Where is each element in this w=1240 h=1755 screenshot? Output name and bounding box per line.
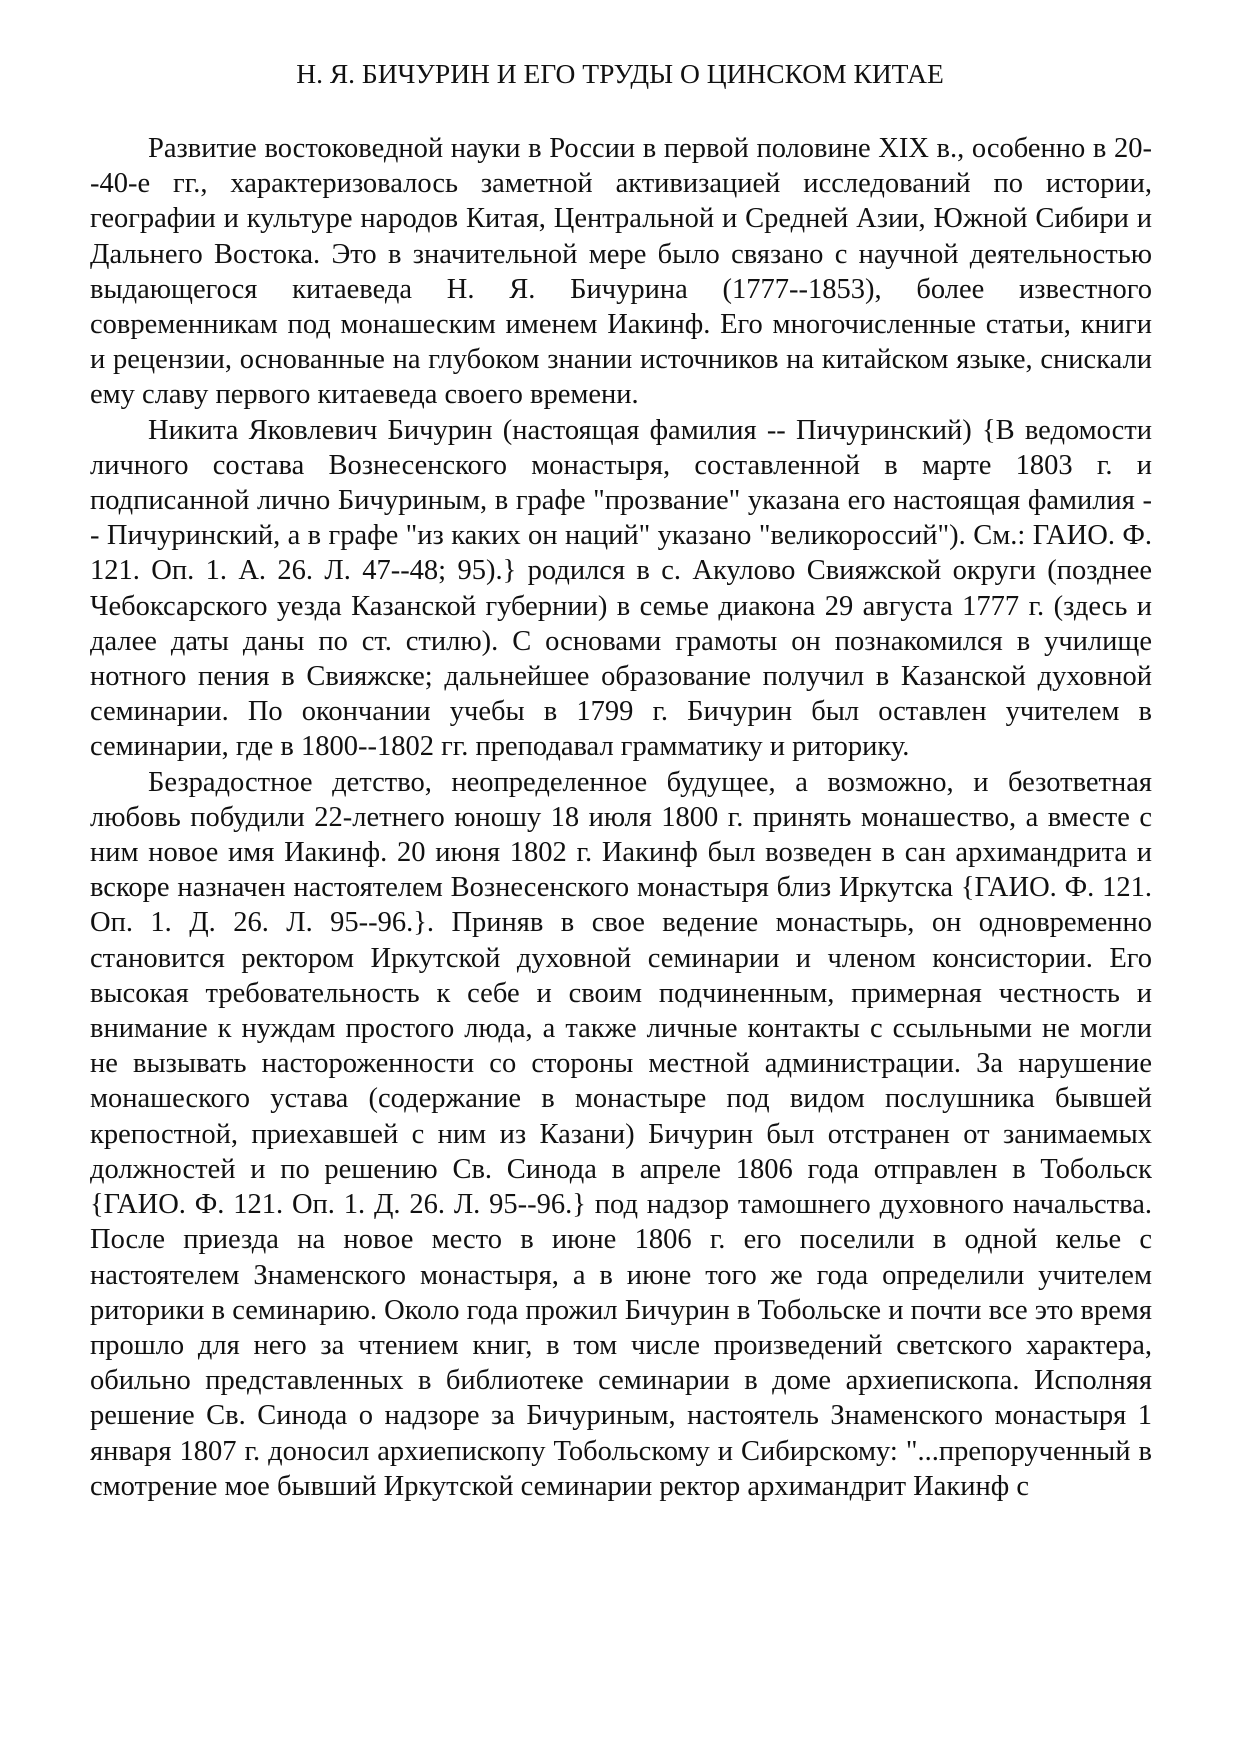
- paragraph-biography: Никита Яковлевич Бичурин (настоящая фамилия -- Пичуринский) {В ведомости личного состава Вознесенского монастыря, составленной в марте 1803 г. и подписанной лично Бичуриным, в графе "прозвание" указана его настоящая фамилия -- Пичуринский, а в графе "из каких он наций" указано "великороссий"). См.: ГАИО. Ф. 121. Оп. 1. А. 26. Л. 47--48; 95).} родился в с. Акулово Свияжской округи (позднее Чебоксарского уезда Казанской губернии) в семье диакона 29 августа 1777 г. (здесь и далее даты даны по ст. стилю). С основами грамоты он познакомился в училище нотного пения в Свияжске; дальнейшее образование получил в Казанской духовной семинарии. По окончании учебы в 1799 г. Бичурин был оставлен учителем в семинарии, где в 1800--1802 гг. преподавал грамматику и риторику.: [90, 414, 1152, 763]
- body-text: [90, 131, 1152, 1504]
- page-title: Н. Я. БИЧУРИН И ЕГО ТРУДЫ О ЦИНСКОМ КИТАЕ: [296, 58, 944, 89]
- paragraph-monastery: Безрадостное детство, неопределенное будущее, а возможно, и безответная любовь побудили 22-летнего юношу 18 июля 1800 г. принять монашество, а вместе с ним новое имя Иакинф. 20 июня 1802 г. Иакинф был возведен в сан архимандрита и вскоре назначен настоятелем Вознесенского монастыря близ Иркутска {ГАИО. Ф. 121. Оп. 1. Д. 26. Л. 95--96.}. Приняв в свое ведение монастырь, он одновременно становится ректором Иркутской духовной семинарии и членом консистории. Его высокая требовательность к себе и своим подчиненным, примерная честность и внимание к нуждам простого люда, а также личные контакты с ссыльными не могли не вызывать настороженности со стороны местной администрации. За нарушение монашеского устава (содержание в монастыре под видом послушника бывшей крепостной, приехавшей с ним из Казани) Бичурин был отстранен от занимаемых должностей и по решению Св. Синода в апреле 1806 года отправлен в Тобольск {ГАИО. Ф. 121. Оп. 1. Д. 26. Л. 95--96.} под надзор тамошнего духовного начальства. После приезда на новое место в июне 1806 г. его поселили в одной келье с настоятелем Знаменского монастыря, а в июне того же года определили учителем риторики в семинарию. Около года прожил Бичурин в Тобольске и почти все это время прошло для него за чтением книг, в том числе произведений светского характера, обильно представленных в библиотеке семинарии в доме архиепископа. Исполняя решение Св. Синода о надзоре за Бичуриным, настоятель Знаменского монастыря 1 января 1807 г. доносил архиепископу Тобольскому и Сибирскому: "...препорученный в смотрение мое бывший Иркутской семинарии ректор архимандрит Иакинф с: [90, 766, 1152, 1502]
- paragraph-intro: Развитие востоковедной науки в России в первой половине XIX в., особенно в 20--40-е гг., характеризовалось заметной активизацией исследований по истории, географии и культуре народов Китая, Центральной и Средней Азии, Южной Сибири и Дальнего Востока. Это в значительной мере было связано с научной деятельностью выдающегося китаеведа Н. Я. Бичурина (1777--1853), более известного современникам под монашеским именем Иакинф. Его многочисленные статьи, книги и рецензии, основанные на глубоком знании источников на китайском языке, снискали ему славу первого китаеведа своего времени.: [90, 133, 1152, 411]
